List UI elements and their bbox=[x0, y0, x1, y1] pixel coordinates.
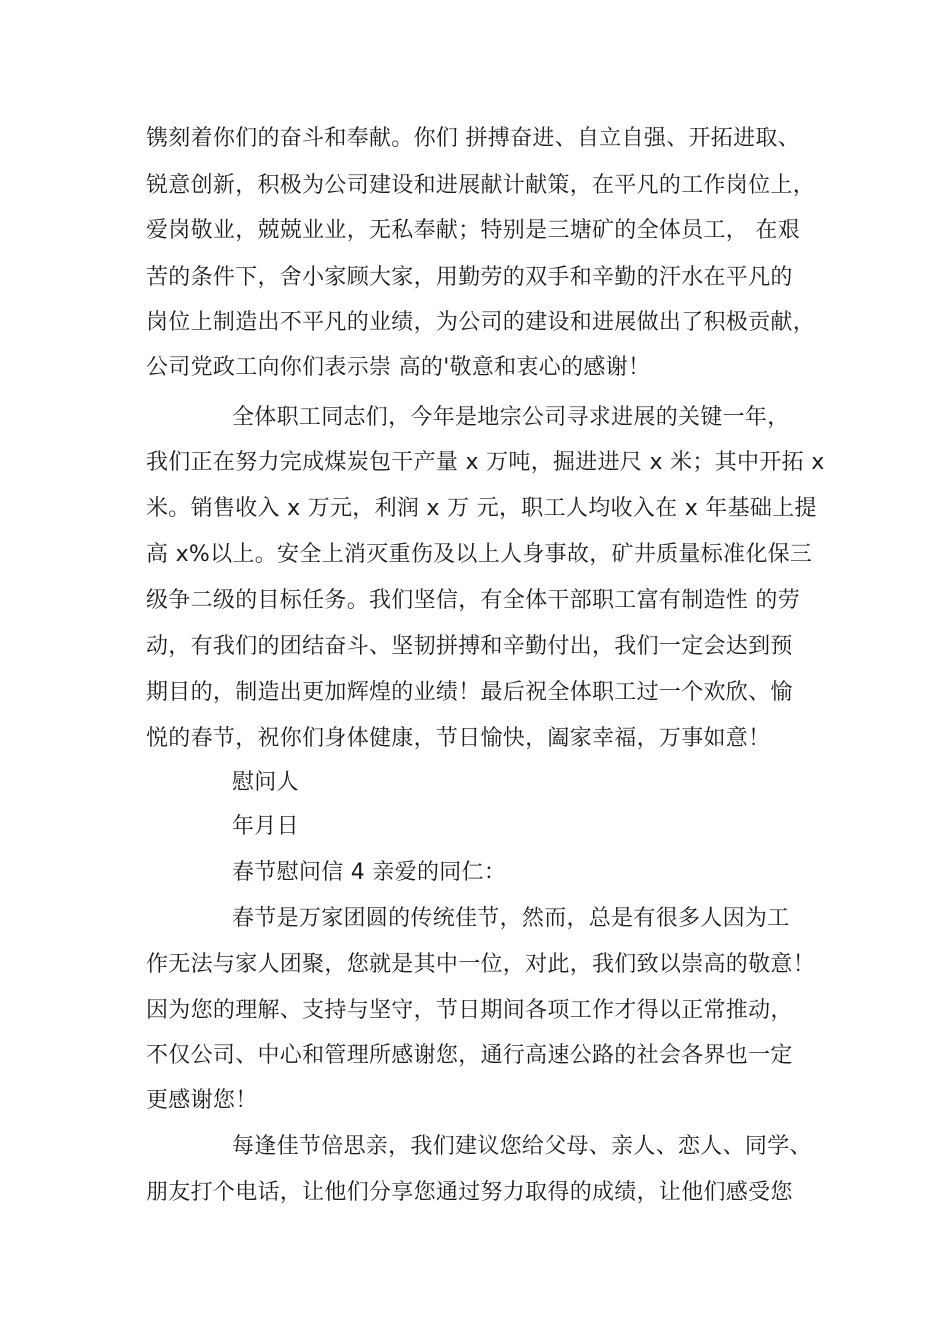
paragraph-line: 每逢佳节倍思亲，我们建议您给父母、亲人、恋人、同学、 bbox=[232, 1134, 812, 1159]
paragraph-line: 岗位上制造出不平凡的业绩，为公司的建设和进展做出了积极贡献， bbox=[146, 310, 816, 335]
paragraph-line: 悦的春节，祝你们身体健康，节日愉快，阖家幸福，万事如意！ bbox=[146, 726, 771, 751]
paragraph-line: 锐意创新，积极为公司建设和进展献计献策，在平凡的工作岗位上， bbox=[146, 173, 816, 198]
paragraph-line: 动，有我们的团结奋斗、坚韧拼搏和辛勤付出，我们一定会达到预 bbox=[146, 634, 793, 659]
paragraph-line: 公司党政工向你们表示崇 高的'敬意和衷心的感谢！ bbox=[146, 355, 651, 380]
paragraph-line: 米。销售收入 x 万元，利润 x 万 元，职工人均收入在 x 年基础上提 bbox=[146, 496, 817, 521]
paragraph-line: 期目的，制造出更加辉煌的业绩！最后祝全体职工过一个欢欣、愉 bbox=[146, 680, 793, 705]
paragraph-line: 因为您的理解、支持与坚守，节日期间各项工作才得以正常推动， bbox=[146, 998, 793, 1023]
paragraph-line: 更感谢您！ bbox=[146, 1088, 258, 1113]
letter-heading: 春节慰问信 4 亲爱的同仁： bbox=[232, 860, 507, 885]
paragraph-line: 苦的条件下，舍小家顾大家，用勤劳的双手和辛勤的汗水在平凡的 bbox=[146, 265, 793, 290]
paragraph-line: 不仅公司、中心和管理所感谢您，通行高速公路的社会各界也一定 bbox=[146, 1043, 793, 1068]
paragraph-line: 镌刻着你们的奋斗和奉献。你们 拼搏奋进、自立自强、开拓进取、 bbox=[146, 126, 800, 151]
paragraph-line: 级争二级的目标任务。我们坚信，有全体干部职工富有制造性 的劳 bbox=[146, 588, 800, 613]
paragraph-line: 春节是万家团圆的传统佳节，然而，总是有很多人因为工 bbox=[232, 906, 790, 931]
date-label: 年月日 bbox=[232, 814, 299, 839]
signature-label: 慰问人 bbox=[232, 770, 299, 795]
paragraph-line: 全体职工同志们，今年是地宗公司寻求进展的关键一年， bbox=[232, 405, 790, 430]
paragraph-line: 作无法与家人团聚，您就是其中一位，对此，我们致以崇高的敬意！ bbox=[146, 952, 816, 977]
paragraph-line: 爱岗敬业，兢兢业业，无私奉献；特别是三塘矿的全体员工， 在艰 bbox=[146, 218, 800, 243]
paragraph-line: 我们正在努力完成煤炭包干产量 x 万吨，掘进进尺 x 米；其中开拓 x bbox=[146, 450, 825, 475]
paragraph-line: 朋友打个电话，让他们分享您通过努力取得的成绩，让他们感受您 bbox=[146, 1180, 793, 1205]
paragraph-line: 高 x%以上。安全上消灭重伤及以上人身事故，矿井质量标准化保三 bbox=[146, 542, 813, 567]
